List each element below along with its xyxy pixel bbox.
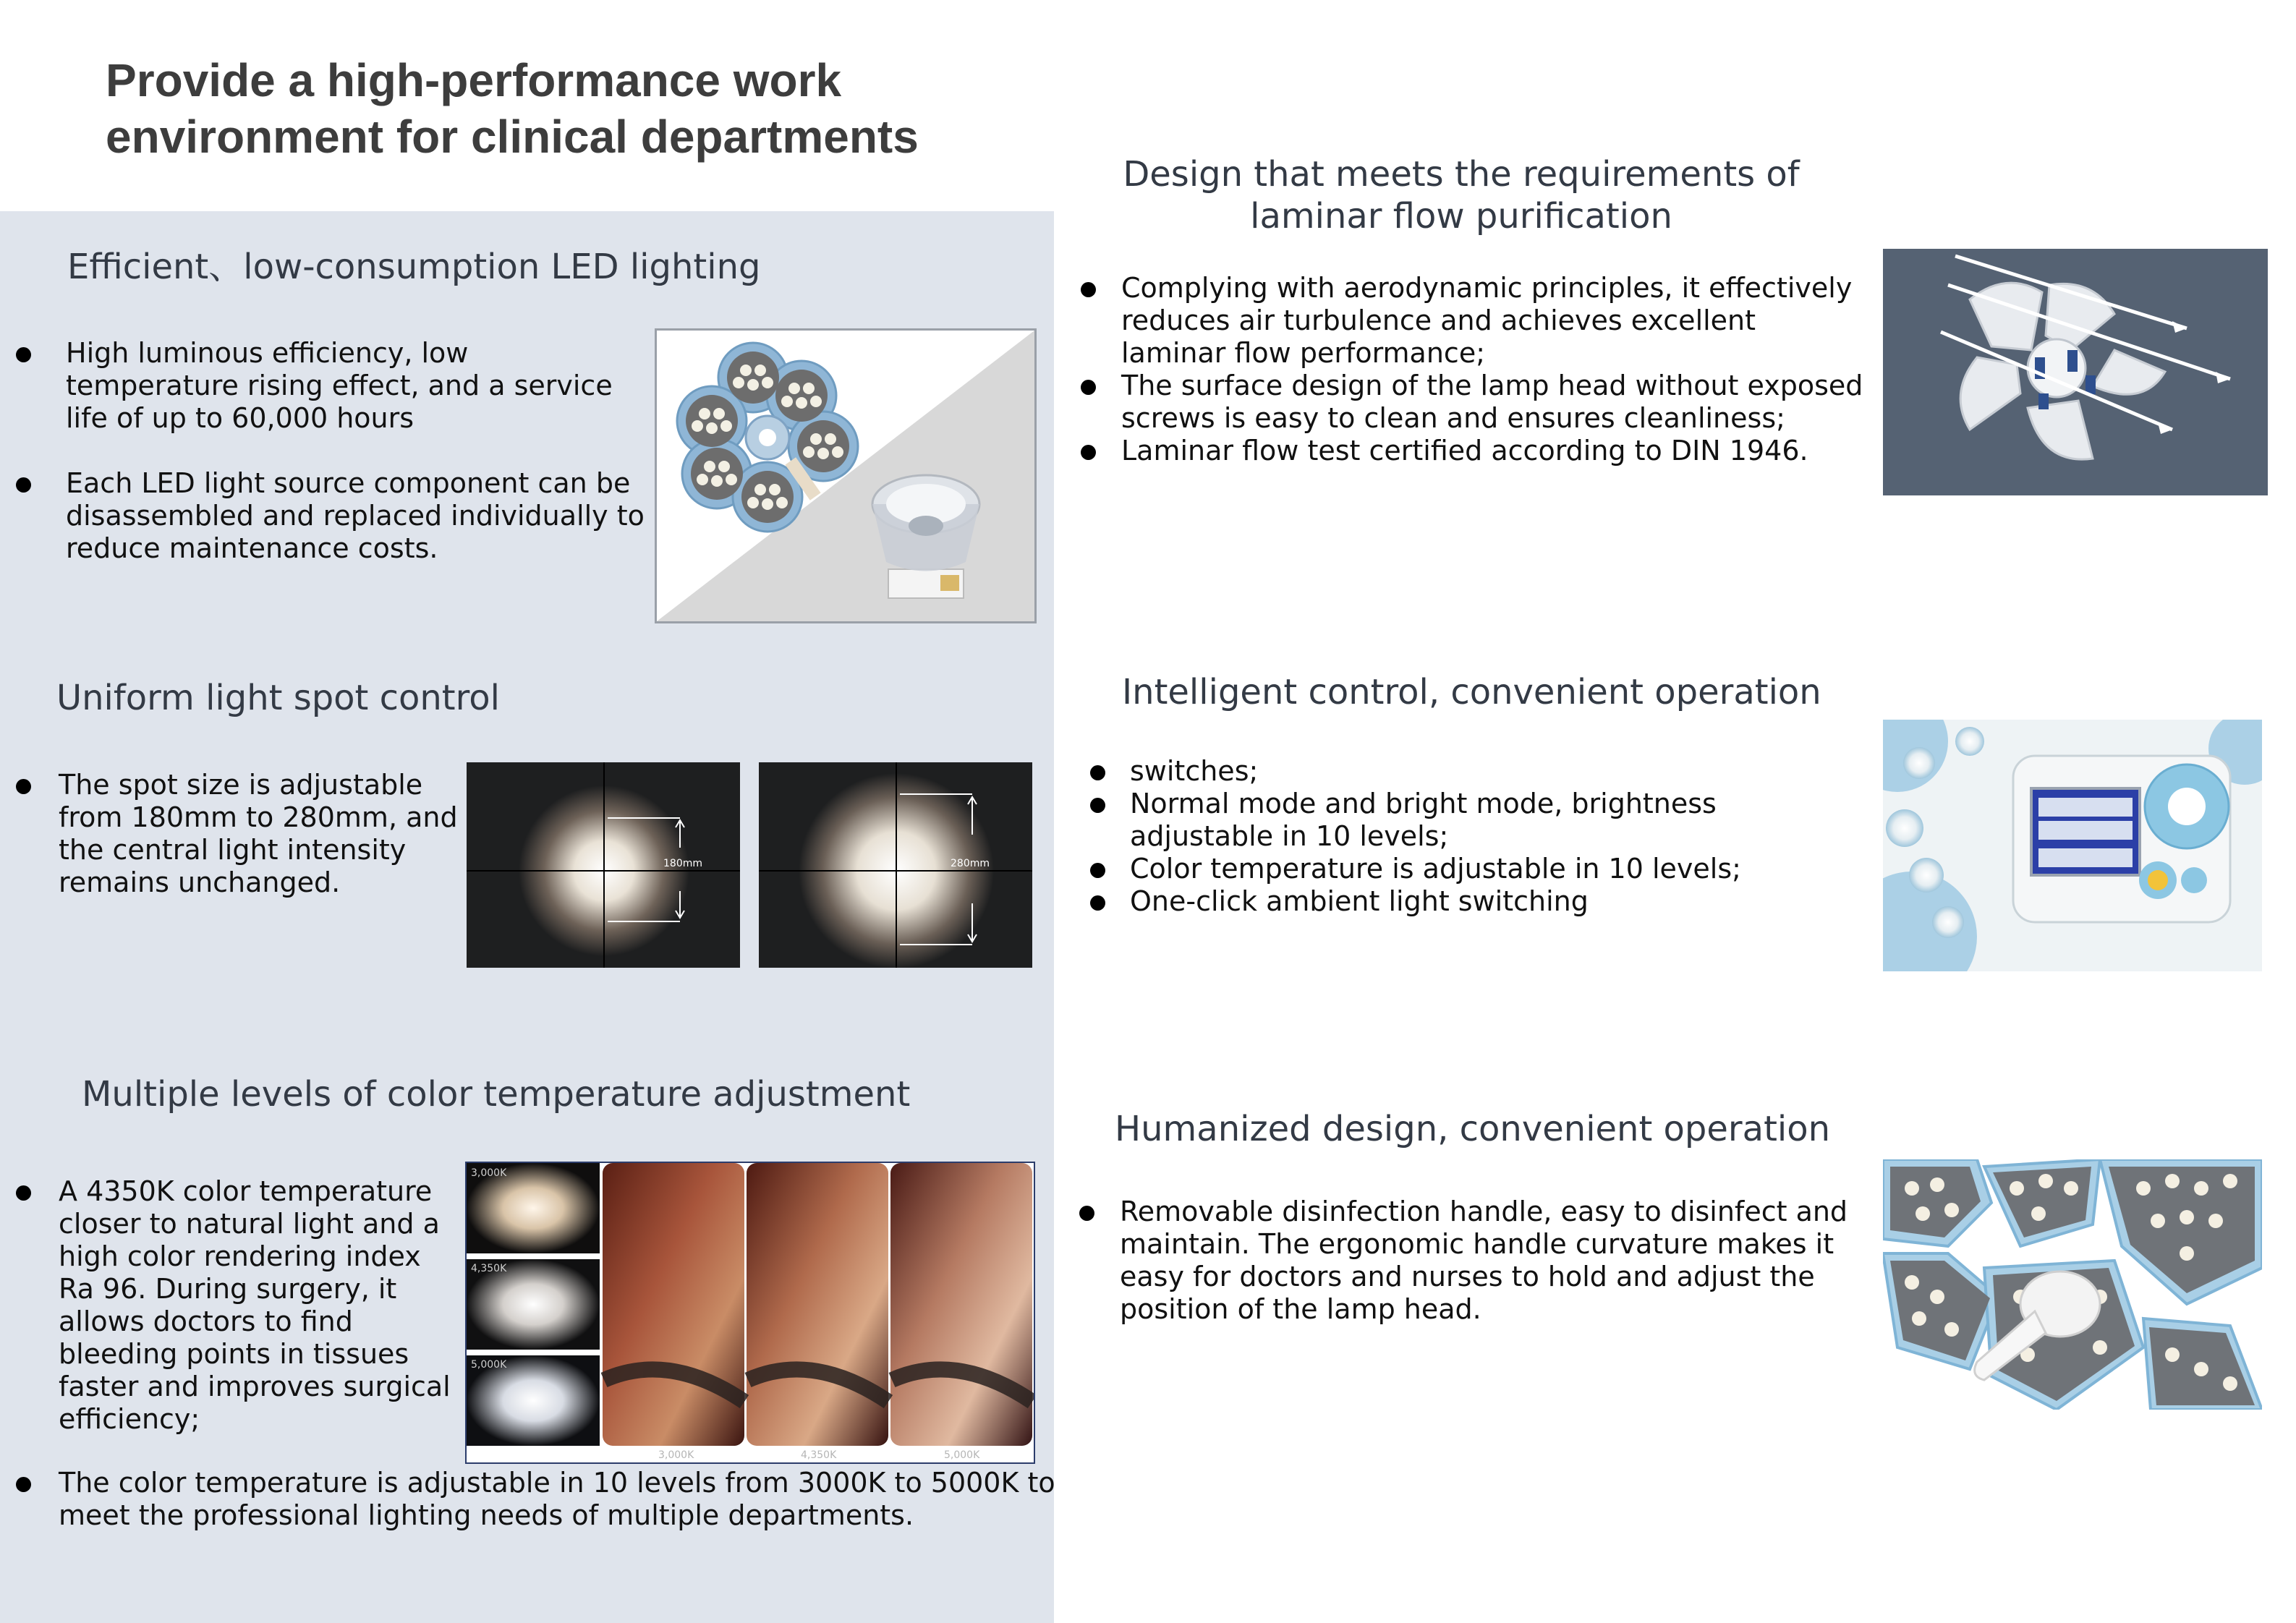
color-temp-bullet-1-text: A 4350K color temperature closer to natural light and a high color rendering index Ra 96. During surgery, it allows doctors to find bleeding points in tissues faster and improves surgical efficiency; — [59, 1175, 451, 1435]
laminar-bullet-1-text: Complying with aerodynamic principles, it effectively reduces air turbulence and achieves excellent laminar flow performance; — [1121, 272, 1853, 369]
control-bullet-3 — [1130, 853, 1861, 885]
swatch-label-3000k: 3,000K — [471, 1167, 507, 1179]
bullet-dot-icon — [1090, 798, 1105, 813]
light-spot-280-illustration — [759, 762, 1032, 968]
led-bullet-1 — [66, 337, 645, 435]
laminar-bullet-2 — [1121, 370, 1866, 435]
laminar-title-line-1: Design that meets the requirements of — [1123, 154, 1800, 195]
laminar-section-title — [1056, 153, 1866, 237]
spot-180-label: 180mm — [663, 858, 702, 869]
laminar-bullet-list — [1121, 272, 1866, 467]
bullet-dot-icon — [1079, 1206, 1094, 1221]
control-bullet-1-text: switches; — [1130, 755, 1259, 787]
bullet-dot-icon — [16, 779, 31, 794]
led-lamp-illustration — [657, 331, 1034, 621]
led-bullet-list — [66, 337, 645, 565]
humanized-bullet-1-text: Removable disinfection handle, easy to disinfect and maintain. The ergonomic handle curvature makes it easy for doctors and nurses to hold and adjust the position of the lamp head. — [1120, 1196, 1848, 1325]
laminar-flow-image — [1883, 249, 2268, 495]
control-panel-illustration — [1883, 720, 2262, 971]
laminar-bullet-2-text: The surface design of the lamp head without exposed screws is easy to clean and ensures cleanliness; — [1121, 370, 1863, 434]
control-panel-image — [1883, 720, 2262, 971]
spot-bullet-1-text: The spot size is adjustable from 180mm to 280mm, and the central light intensity remains unchanged. — [59, 769, 458, 898]
bullet-dot-icon — [16, 347, 31, 362]
light-spot-180-illustration — [467, 762, 740, 968]
laminar-title-line-2: laminar flow purification — [1250, 196, 1672, 237]
control-bullet-2-text: Normal mode and bright mode, brightness adjustable in 10 levels; — [1130, 788, 1717, 852]
laminar-bullet-3 — [1121, 435, 1866, 467]
spot-bullet-list — [59, 769, 464, 899]
bullet-dot-icon — [16, 477, 31, 493]
bullet-dot-icon — [1081, 282, 1096, 297]
led-bullet-1-text: High luminous efficiency, low temperature rising effect, and a service life of up to 60,000 hours — [66, 337, 613, 434]
lamp-handle-illustration — [1883, 1159, 2262, 1410]
humanized-section-title: Humanized design, convenient operation — [1115, 1109, 1831, 1149]
color-temp-bullet-2 — [59, 1467, 1057, 1532]
caption-label-5000k: 5,000K — [944, 1449, 980, 1461]
bullet-dot-icon — [1090, 765, 1105, 780]
bullet-dot-icon — [1081, 380, 1096, 395]
control-bullet-3-text: Color temperature is adjustable in 10 levels; — [1130, 853, 1741, 885]
spot-280-label: 280mm — [951, 858, 990, 869]
bullet-dot-icon — [16, 1185, 31, 1201]
caption-label-3000k: 3,000K — [658, 1449, 694, 1461]
color-temp-bullet-2-text: The color temperature is adjustable in 10 levels from 3000K to 5000K to meet the professional lighting needs of multiple departments. — [59, 1467, 1055, 1531]
bullet-dot-icon — [16, 1477, 31, 1492]
caption-label-4350k: 4,350K — [801, 1449, 837, 1461]
led-module-image — [655, 328, 1037, 623]
color-temp-bullet-list-1 — [59, 1175, 460, 1436]
laminar-flow-lamp-illustration — [1883, 249, 2268, 495]
color-temperature-comparison-image — [465, 1162, 1035, 1464]
led-section-title: Efficient、low-consumption LED lighting — [67, 247, 761, 287]
humanized-bullet-list — [1120, 1196, 1850, 1326]
color-temperature-illustration — [467, 1163, 1034, 1462]
control-bullet-4-text: One-click ambient light switching — [1130, 885, 1589, 917]
bullet-dot-icon — [1090, 895, 1105, 911]
humanized-bullet-1 — [1120, 1196, 1850, 1326]
swatch-label-4350k: 4,350K — [471, 1263, 507, 1274]
led-bullet-2-text: Each LED light source component can be disassembled and replaced individually to reduce maintenance costs. — [66, 467, 645, 564]
lamp-handle-image — [1883, 1159, 2262, 1410]
led-bullet-2 — [66, 467, 645, 565]
laminar-bullet-3-text: Laminar flow test certified according to DIN 1946. — [1121, 435, 1808, 467]
control-bullet-list — [1130, 755, 1861, 918]
page-title: Provide a high-performance work environment for clinical departments — [106, 54, 919, 163]
laminar-bullet-1 — [1121, 272, 1866, 370]
color-temp-section-title: Multiple levels of color temperature adjustment — [82, 1074, 911, 1115]
control-bullet-2 — [1130, 788, 1861, 853]
spot-280mm-image — [759, 762, 1032, 968]
swatch-label-5000k: 5,000K — [471, 1359, 507, 1371]
spot-180mm-image — [467, 762, 740, 968]
control-section-title: Intelligent control, convenient operation — [1122, 672, 1821, 712]
color-temp-bullet-1 — [59, 1175, 460, 1436]
bullet-dot-icon — [1081, 445, 1096, 460]
color-temp-bullet-list-2 — [59, 1467, 1057, 1532]
spot-bullet-1 — [59, 769, 464, 899]
bullet-dot-icon — [1090, 863, 1105, 878]
control-bullet-4 — [1130, 885, 1861, 918]
control-bullet-1 — [1130, 755, 1861, 788]
spot-section-title: Uniform light spot control — [56, 678, 501, 718]
